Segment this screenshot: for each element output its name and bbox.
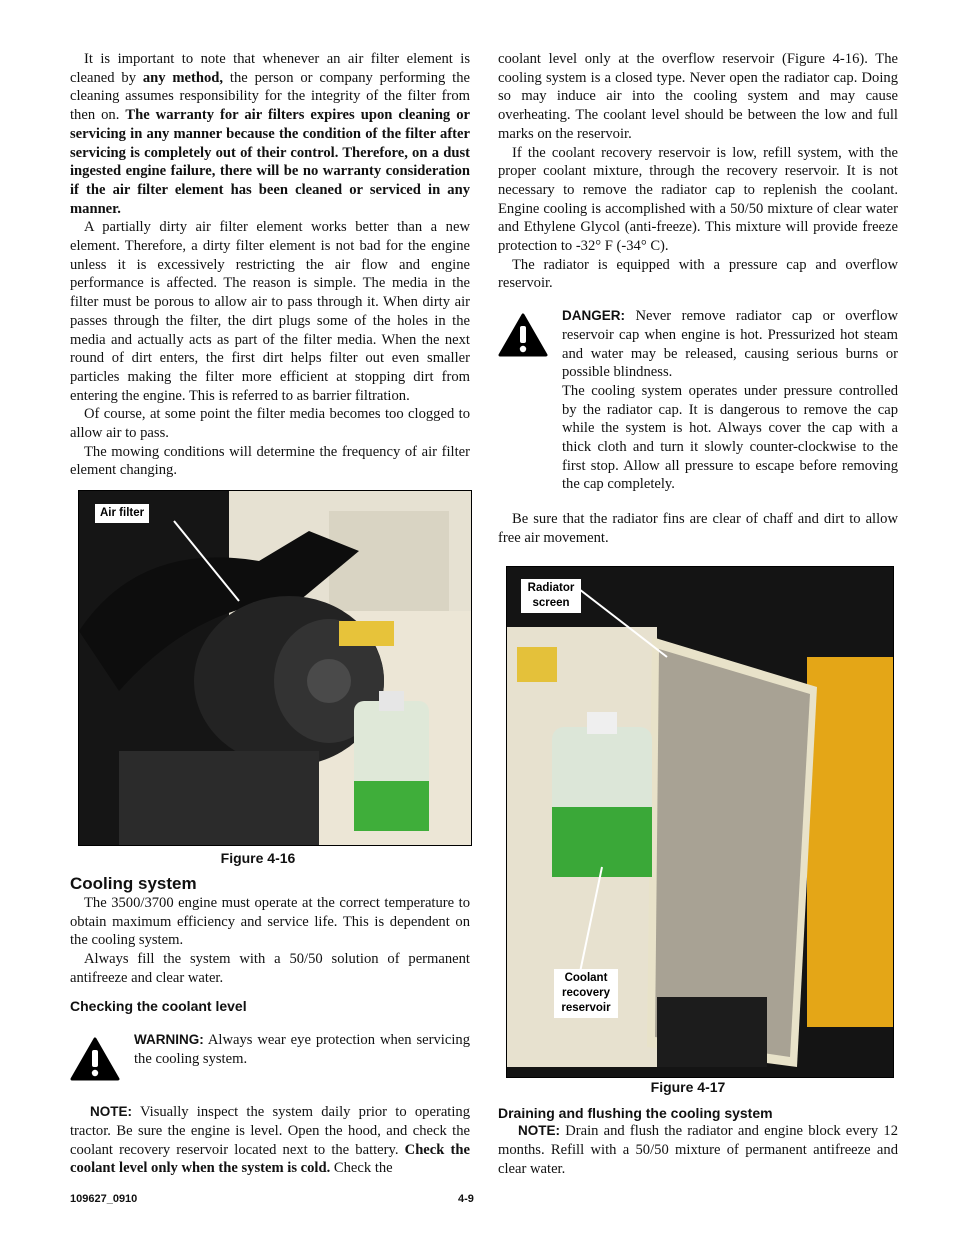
left-column [70,50,470,1178]
warranty-bold-text: The warranty for air filters expires upon cleaning or servicing in any manner because the condition of the filter after servicing is completely out of their control. Therefore, on a dust ingested engine failure, there will be no warranty consideration if the air filter element has been cleaned or serviced in any manner. [70,107,470,217]
text-run: Always wear eye protection when servicing the cooling system. [134,1032,470,1068]
coolant-reservoir-callout: Coolant recovery reservoir [554,969,618,1018]
danger-exclamation-icon [498,307,548,363]
checking-coolant-heading: Checking the coolant level [70,998,247,1015]
bold-run: any method, [142,69,224,86]
cooling-fill-paragraph: Always fill the system with a 50/50 solution of permanent antifreeze and clear water. [70,950,470,986]
note-keyword: NOTE: [90,1104,132,1120]
footer-page-number: 4-9 [458,1193,474,1205]
text-run: Drain and flush the radiator and engine block every 12 months. Refill with a 50/50 mixture of permanent antifreeze and clear water. [498,1123,898,1177]
warning-keyword: WARNING: [134,1032,204,1048]
refill-paragraph: If the coolant recovery reservoir is low, refill system, with the proper coolant mixture, through the recovery reservoir. It is not necessary to remove the radiator cap to replenish the coolant. Engine cooling is accomplished with a 50/50 mixture of clear water and Ethylene Glycol (anti-freeze). This mixture will provide freeze protection to -32° F (-34° C). [498,144,898,255]
mowing-conditions-paragraph: The mowing conditions will determine the frequency of air filter element changing. [70,443,470,479]
right-column [498,50,898,1178]
danger-box [498,307,898,494]
warning-exclamation-icon [70,1031,120,1087]
note-paragraph [70,1103,470,1178]
air-filter-warranty-paragraph [70,50,470,218]
engine-air-filter-illustration [79,491,471,845]
cooling-intro-paragraph: The 3500/3700 engine must operate at the correct temperature to obtain maximum efficiency and service life. This is dependent on the cooling system. [70,894,470,949]
text-run: It is important to note that whenever an air filter element is cleaned by [70,51,470,86]
bold-run: Check the coolant level only when the system is cold. [70,1141,470,1177]
radiator-screen-callout: Radiator screen [521,579,581,613]
figure-4-17-photo [506,566,894,1078]
pressure-cap-paragraph: The radiator is equipped with a pressure cap and overflow reservoir. [498,256,898,292]
warning-box [70,1031,470,1087]
warning-text [134,1031,470,1068]
drain-note-paragraph [498,1122,898,1178]
danger-keyword: DANGER: [562,308,625,324]
danger-pressure-text: The cooling system operates under pressure controlled by the radiator cap. It is dangerous to remove the cap while the system is hot. Always cover the cap with a thick cloth and turn it slowly counter-clockwise to the first stop. Allow all pressure to escape before removing the cap completely. [562,382,898,493]
figure-4-16-caption: Figure 4-16 [220,850,296,867]
text-run: the person or company performing the cleaning assumes responsibility for the integrity of the filter from then on. [70,69,471,124]
footer-doc-number: 109627_0910 [70,1193,138,1205]
text-run: Visually inspect the system daily prior to operating tractor. Be sure the engine is level. Open the hood, and check the coolant recovery reservoir located next to the battery. [70,1104,470,1158]
figure-4-17-caption: Figure 4-17 [650,1078,726,1095]
text-run: Never remove radiator cap or overflow reservoir cap when engine is hot. Pressurized hot steam and water may be released, causing serious burns or possible blindness. [562,308,898,381]
air-filter-callout: Air filter [95,504,149,523]
cooling-system-heading: Cooling system [70,873,197,893]
text-run: Check the [330,1160,393,1177]
radiator-fins-paragraph: Be sure that the radiator fins are clear of chaff and dirt to allow free air movement. [498,511,898,546]
figure-4-16-photo [78,490,472,846]
draining-flushing-heading: Draining and flushing the cooling system [498,1105,773,1122]
note-keyword: NOTE: [518,1123,560,1139]
overflow-reservoir-paragraph: coolant level only at the overflow reservoir (Figure 4-16). The cooling system is a closed type. Never open the radiator cap. Doing so may induce air into the cooling system and may cause overheating. The coolant level should be between the low and full marks on the reservoir. [498,51,898,142]
dirty-filter-paragraph: A partially dirty air filter element works better than a new element. Therefore, a dirty filter element is not bad for the engine unless it is excessively restricting the air flow and engine performance is affected. The reason is simple. The media in the filter must be porous to allow air to pass through it. When dirty air passes through the filter, the dirt plugs some of the holes in the media and actually acts as part of the filter media. When the next round of dirt enters, the first dirt helps filter out even smaller particles making the filter more efficient at stopping dirt from entering the engine. This is referred to as barrier filtration. [70,219,470,404]
danger-text [562,307,898,382]
clogged-paragraph: Of course, at some point the filter media becomes too clogged to allow air to pass. [70,406,470,442]
